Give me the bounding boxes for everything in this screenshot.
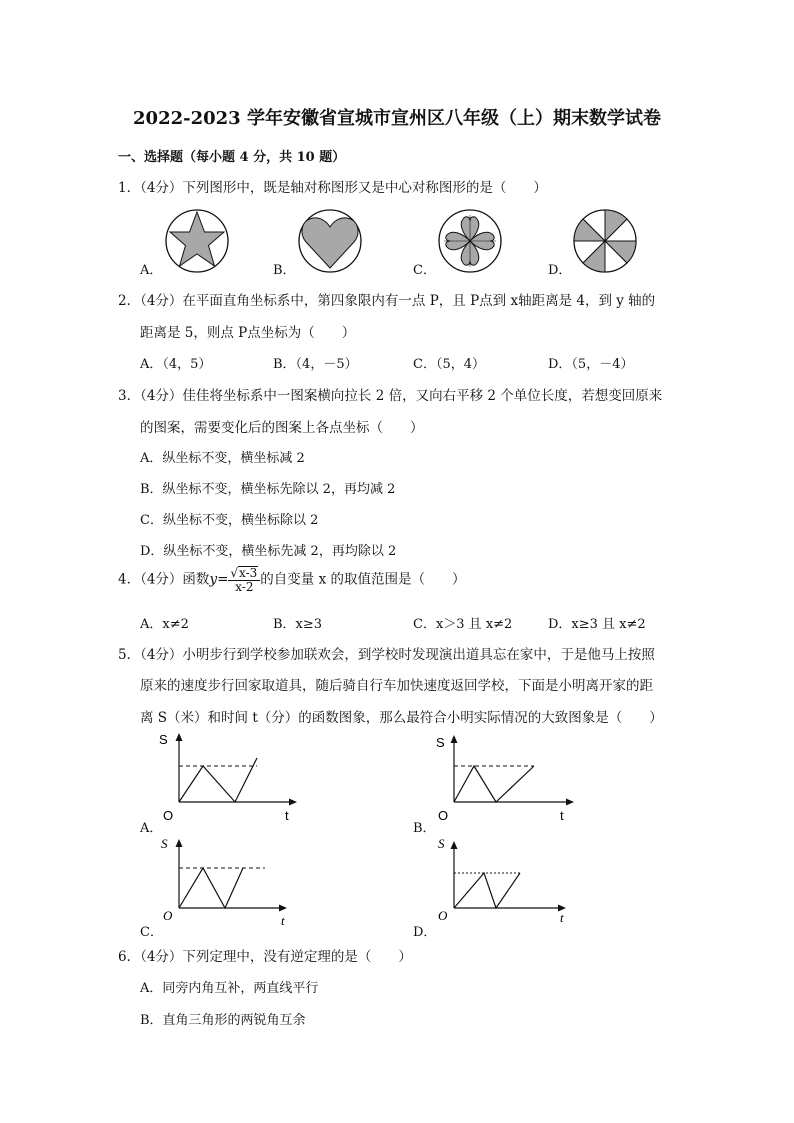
q1-option-c-label[interactable]: C．	[413, 263, 436, 278]
q5-line1: 5．（4分）小明步行到学校参加联欢会，到学校时发现演出道具忘在家中，于是他马上按照	[118, 647, 655, 663]
q5-option-a-label[interactable]: A．	[140, 821, 163, 836]
q4-y-eq: y=	[209, 571, 229, 588]
q4-prefix: 4．（4分）函数	[118, 571, 210, 588]
q2-option-b[interactable]: B．（4，－5）	[273, 357, 358, 372]
q4-option-b[interactable]: B．x≥3	[273, 617, 323, 632]
q4-sqrt-sign: √	[230, 566, 239, 580]
q5-option-d-label[interactable]: D．	[413, 925, 437, 940]
q3-option-a[interactable]: A．纵坐标不变，横坐标减 2	[140, 451, 305, 466]
heart-in-circle-figure	[297, 208, 363, 274]
four-heart-clover-figure	[437, 208, 503, 274]
graph-a-origin-label: O	[163, 808, 174, 823]
graph-c-t-label: t	[281, 913, 285, 928]
graph-d-origin-label: O	[438, 908, 448, 923]
q4-fraction	[228, 566, 260, 594]
graph-a-s-label: S	[159, 732, 168, 747]
graph-b-origin-label: O	[438, 808, 449, 823]
graph-c-origin-label: O	[163, 908, 173, 923]
graph-d-s-label: S	[438, 836, 445, 851]
q3-line2: 的图案，需要变化后的图案上各点坐标（ ）	[140, 420, 424, 436]
q5-line3: 离 S（米）和时间 t（分）的函数图象，那么最符合小明实际情况的大致图象是（ ）	[140, 710, 663, 726]
q4-suffix: 的自变量 x 的取值范围是（ ）	[260, 571, 466, 588]
q1-option-a-label[interactable]: A．	[140, 263, 163, 278]
q4-numerator: x-3	[239, 566, 258, 580]
heart-shape	[302, 218, 358, 268]
q3-line1: 3．（4分）佳佳将坐标系中一图案横向拉长 2 倍，又向右平移 2 个单位长度，若想变回原来	[118, 388, 663, 404]
q1-text: 1．（4分）下列图形中，既是轴对称图形又是中心对称图形的是（ ）	[118, 180, 547, 196]
graph-b-s-label: S	[436, 735, 445, 750]
q4-stem	[118, 566, 466, 594]
q4-option-c[interactable]: C．x＞3 且 x≠2	[413, 617, 513, 632]
q5-option-b-label[interactable]: B．	[413, 821, 436, 836]
graph-b	[430, 730, 580, 830]
q5-line2: 原来的速度步行回家取道具，随后骑自行车加快速度返回学校，下面是小明离开家的距	[140, 678, 653, 694]
graph-c-s-label: S	[161, 836, 168, 851]
q5-option-c-label[interactable]: C．	[140, 925, 163, 940]
graph-a-t-label: t	[285, 808, 289, 823]
q3-option-b[interactable]: B．纵坐标不变，横坐标先除以 2，再均减 2	[140, 482, 396, 497]
pinwheel-in-circle-figure	[572, 208, 638, 274]
q6-option-a[interactable]: A．同旁内角互补，两直线平行	[140, 981, 319, 996]
q2-option-a[interactable]: A．（4，5）	[140, 357, 212, 372]
q1-option-d-label[interactable]: D．	[548, 263, 572, 278]
graph-d	[430, 832, 580, 932]
graph-c	[155, 832, 305, 932]
q2-line1: 2．（4分）在平面直角坐标系中，第四象限内有一点 P，且 P点到 x轴距离是 4，到 y 轴的	[118, 293, 656, 309]
q3-option-d[interactable]: D．纵坐标不变，横坐标先减 2，再均除以 2	[140, 544, 397, 559]
q4-option-a[interactable]: A．x≠2	[140, 617, 189, 632]
q2-option-d[interactable]: D．（5，－4）	[548, 357, 634, 372]
q6-option-b[interactable]: B．直角三角形的两锐角互余	[140, 1013, 306, 1028]
section-heading: 一、选择题（每小题 4 分，共 10 题）	[118, 150, 346, 165]
q4-denominator: x-2	[235, 580, 254, 594]
star-shape	[170, 212, 224, 266]
q1-option-b-label[interactable]: B．	[273, 263, 296, 278]
q2-option-c[interactable]: C．（5，4）	[413, 357, 485, 372]
page-title: 2022-2023 学年安徽省宣城市宣州区八年级（上）期末数学试卷	[133, 108, 661, 129]
graph-a	[155, 730, 305, 830]
graph-d-t-label: t	[560, 910, 564, 925]
q4-option-d[interactable]: D．x≥3 且 x≠2	[548, 617, 646, 632]
graph-b-t-label: t	[560, 808, 564, 823]
q2-line2: 距离是 5，则点 P点坐标为（ ）	[140, 325, 356, 341]
q6-text: 6．（4分）下列定理中，没有逆定理的是（ ）	[118, 949, 412, 965]
q3-option-c[interactable]: C．纵坐标不变，横坐标除以 2	[140, 513, 319, 528]
star-in-circle-figure	[164, 208, 230, 274]
